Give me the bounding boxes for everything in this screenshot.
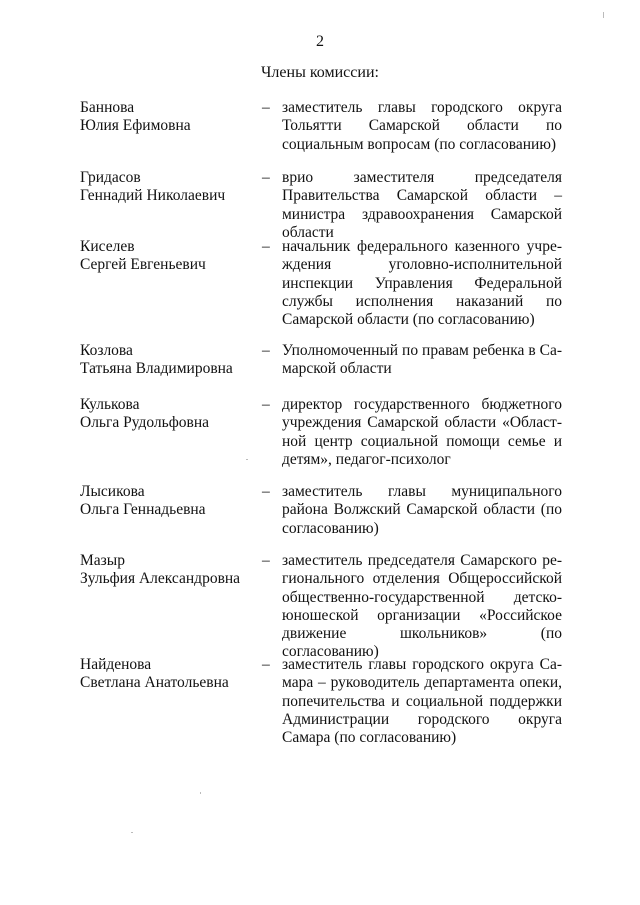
member-surname: Мазыр <box>80 552 125 569</box>
member-surname: Гридасов <box>80 169 141 186</box>
dash-separator: – <box>262 656 270 673</box>
member-surname: Кулькова <box>80 396 140 413</box>
dash-separator: – <box>262 169 270 186</box>
member-role: заместитель главы городского округа Тольятти Самарской области по социальным вопросам (по согласованию) <box>282 99 562 153</box>
page-number: 2 <box>316 33 324 50</box>
member-role: директор государственного бюджетного учреждения Самарской области «Областной центр социальной помощи семье и детям», педагог-психолог <box>282 396 562 468</box>
member-role: заместитель главы городского округа Самара – руководитель департамента опеки, попечительства и социальной поддержки Администрации городского округа Самара (по согласованию) <box>282 656 562 747</box>
member-surname: Баннова <box>80 99 135 116</box>
scan-speck <box>246 459 248 460</box>
member-surname: Лысикова <box>80 483 145 500</box>
member-name <box>80 552 255 588</box>
member-given-names: Светлана Анатольевна <box>80 674 229 691</box>
scan-speck <box>131 832 133 833</box>
member-name <box>80 483 255 519</box>
member-role: начальник федерального казенного учреждения уголовно-исполнительной инспекции Управления Федеральной службы исполнения наказаний по Самарской области (по согласованию) <box>282 238 562 329</box>
member-name <box>80 396 255 432</box>
member-name <box>80 169 255 205</box>
member-name <box>80 342 255 378</box>
scan-speck <box>603 12 604 18</box>
member-role: врио заместителя председателя Правительства Самарской области – министра здравоохранения Самарской области <box>282 169 562 241</box>
member-given-names: Юлия Ефимовна <box>80 117 191 134</box>
dash-separator: – <box>262 552 270 569</box>
member-name <box>80 656 255 692</box>
member-given-names: Сергей Евгеньевич <box>80 256 206 273</box>
scan-speck <box>200 792 201 794</box>
member-role: заместитель главы муниципального района Волжский Самарской области (по согласованию) <box>282 483 562 537</box>
member-surname: Найденова <box>80 656 152 673</box>
member-given-names: Геннадий Николаевич <box>80 187 226 204</box>
member-given-names: Ольга Рудольфовна <box>80 414 210 431</box>
member-role: Уполномоченный по правам ребенка в Самарской области <box>282 342 562 378</box>
member-surname: Козлова <box>80 342 133 359</box>
member-surname: Киселев <box>80 238 135 255</box>
dash-separator: – <box>262 483 270 500</box>
member-given-names: Зульфия Александровна <box>80 570 241 587</box>
dash-separator: – <box>262 396 270 413</box>
dash-separator: – <box>262 99 270 116</box>
member-given-names: Татьяна Владимировна <box>80 360 233 377</box>
member-role: заместитель председателя Самарского регионального отделения Общероссийской общественно-государственной детско-юношеской организации «Российское движение школьников» (по согласованию) <box>282 552 562 661</box>
section-title: Члены комиссии: <box>261 64 379 81</box>
dash-separator: – <box>262 238 270 255</box>
member-name <box>80 99 255 135</box>
member-name <box>80 238 255 274</box>
dash-separator: – <box>262 342 270 359</box>
member-given-names: Ольга Геннадьевна <box>80 501 206 518</box>
